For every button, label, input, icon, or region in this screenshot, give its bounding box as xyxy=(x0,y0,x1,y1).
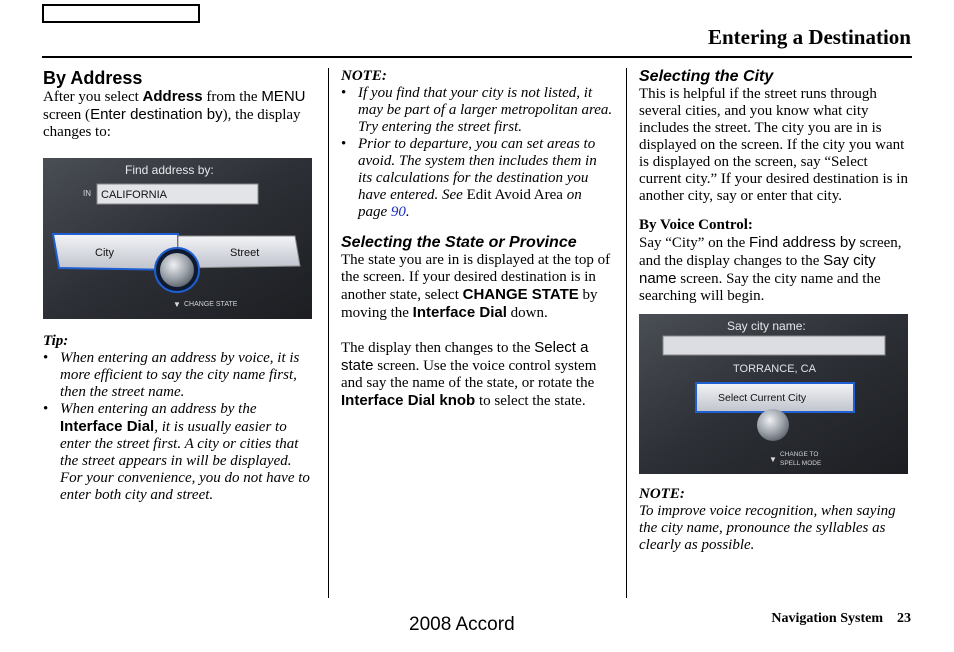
voice-control-label: By Voice Control: xyxy=(639,217,753,233)
page-link[interactable]: 90 xyxy=(390,204,406,220)
tip-label: Tip: xyxy=(43,333,69,349)
state-paragraph-1: The state you are in is displayed at the top of the screen. If your desired destination is in another state, select CHANGE STATE by moving the Interface Dial down. xyxy=(341,252,611,321)
intro-paragraph: After you select Address from the MENU screen (Enter destination by), the display changes to: xyxy=(43,88,306,140)
city-paragraph: This is helpful if the street runs through several cities, and you know what city includes the street. The city you are in is displayed on the screen. If the city you want is displayed on the screen, say “Select current city.” If your desired destination is in another city, say or enter that city. xyxy=(639,86,908,204)
voice-paragraph: Say “City” on the Find address by screen, and the display changes to the Say city name screen. Say the city name and the searching will begin. xyxy=(639,234,902,304)
down-arrow-icon: ▼ xyxy=(769,455,777,464)
footer-model: 2008 Accord xyxy=(409,614,515,635)
column-divider-2 xyxy=(626,68,627,598)
current-city-value: TORRANCE, CA xyxy=(733,363,816,375)
footer-nav xyxy=(771,611,911,627)
header-rule xyxy=(42,56,912,58)
tip-item: • When entering an address by the Interface Dial, it is usually easier to enter the street first. A city or cities that the street appears in will be displayed. For your convenience, you do not have to enter both city and street. xyxy=(60,401,315,504)
change-to-label: CHANGE TO xyxy=(780,451,819,458)
section-heading-by-address: By Address xyxy=(43,68,143,88)
down-arrow-icon: ▼ xyxy=(173,300,181,309)
in-label: IN xyxy=(83,189,91,198)
note-item: • If you find that your city is not listed, it may be part of a larger metropolitan area. Try entering the street first. xyxy=(358,85,613,136)
city-name-field[interactable] xyxy=(663,336,885,355)
note-paragraph: To improve voice recognition, when saying the city name, pronounce the syllables as clearly as possible. xyxy=(639,503,896,553)
interface-dial-icon xyxy=(757,409,789,441)
select-current-city-label: Select Current City xyxy=(718,392,807,404)
state-value: CALIFORNIA xyxy=(101,189,168,201)
note-item: • Prior to departure, you can set areas to avoid. The system then includes them in its calculations for the destination you have entered. See Edit Avoid Area on page 90. xyxy=(358,136,613,221)
state-paragraph-2: The display then changes to the Select a state screen. Use the voice control system and say the name of the state, or rotate the Interface Dial knob to select the state. xyxy=(341,339,597,409)
spell-mode-label: SPELL MODE xyxy=(780,460,822,467)
column-1 xyxy=(43,68,315,504)
page-title: Entering a Destination xyxy=(707,25,911,49)
tip-list xyxy=(43,350,315,504)
street-label: Street xyxy=(230,247,260,259)
page-number: 23 xyxy=(897,611,911,626)
city-label: City xyxy=(95,247,114,259)
section-heading-state: Selecting the State or Province xyxy=(341,234,577,251)
find-address-screen xyxy=(43,158,312,319)
note-list xyxy=(341,85,613,221)
footer-section: Navigation System xyxy=(771,611,883,626)
change-state-label: CHANGE STATE xyxy=(184,301,238,308)
top-tab-box xyxy=(42,4,200,23)
say-city-name-screen xyxy=(639,314,908,474)
interface-dial-icon xyxy=(160,253,194,287)
column-3 xyxy=(639,68,911,554)
screen-title: Say city name: xyxy=(727,319,806,333)
tip-item: • When entering an address by voice, it is more efficient to say the city name first, then the street name. xyxy=(60,350,315,401)
screen-title: Find address by: xyxy=(125,163,214,177)
note-label: NOTE: xyxy=(639,486,685,502)
column-divider-1 xyxy=(328,68,329,598)
section-heading-city: Selecting the City xyxy=(639,68,774,85)
note-label: NOTE: xyxy=(341,68,387,84)
column-2 xyxy=(341,68,613,410)
